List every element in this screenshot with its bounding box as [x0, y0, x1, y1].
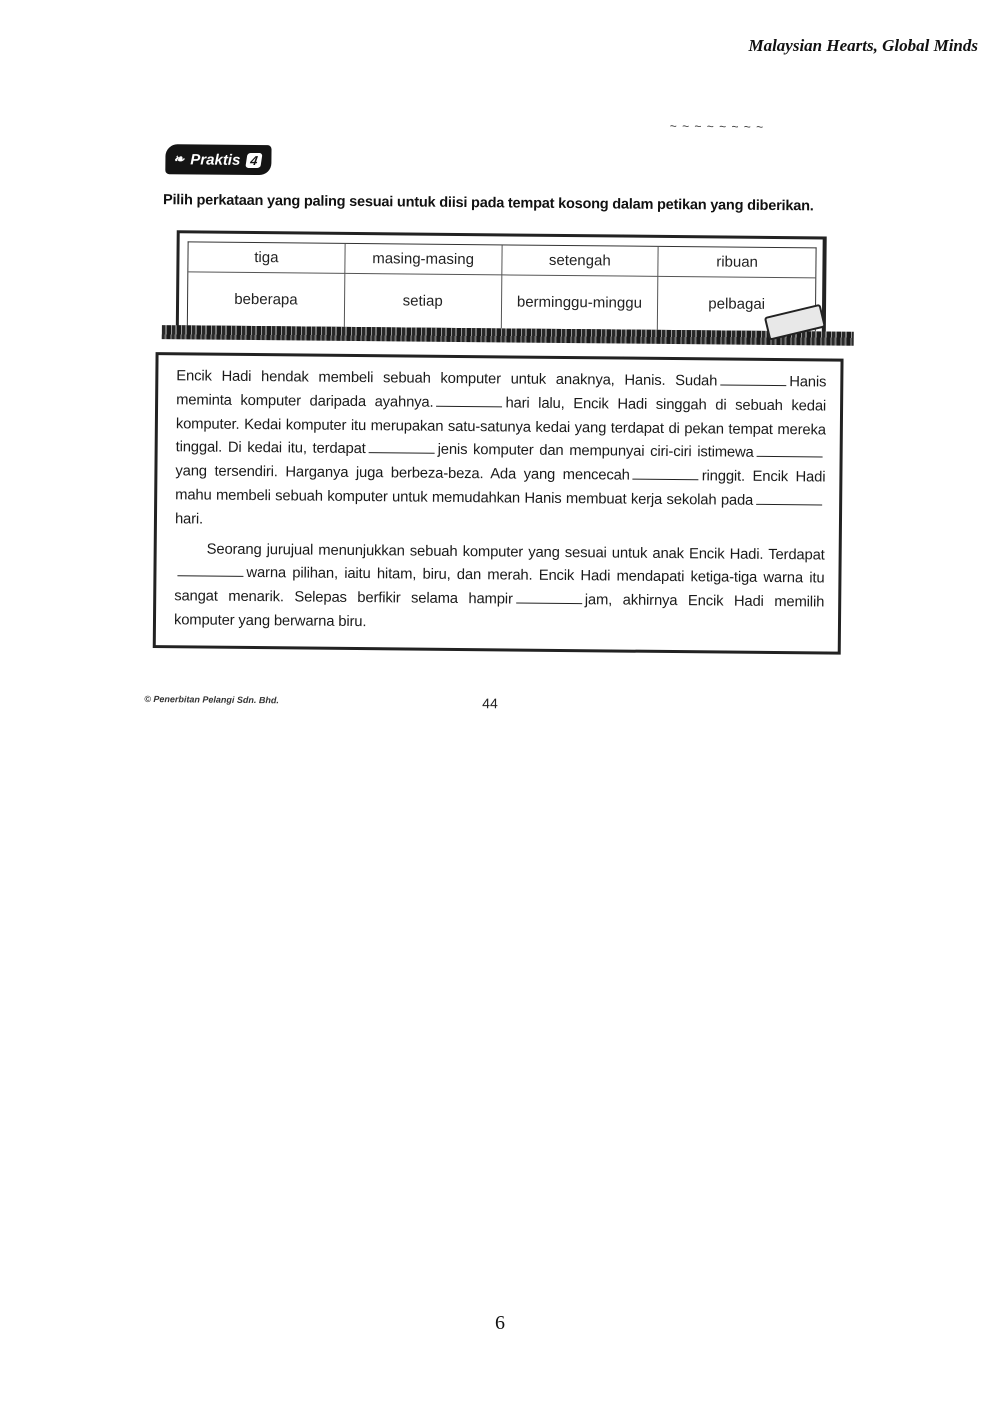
word-bank — [176, 230, 827, 334]
passage-text: hari. — [174, 511, 204, 528]
publisher-credit: © Penerbitan Pelangi Sdn. Bhd. — [144, 693, 279, 706]
word-bank-cell: masing-masing — [345, 244, 502, 276]
blank-line — [516, 589, 582, 605]
book-page-number: 44 — [482, 695, 498, 712]
cropped-previous-text: ~ ~ ~ ~ ~ ~ ~ ~ — [669, 118, 765, 134]
praktis-number: 4 — [245, 152, 262, 167]
instruction-text: Pilih perkataan yang paling sesuai untuk diisi pada tempat kosong dalam petikan yang diberikan. — [162, 192, 814, 215]
passage-text: yang tersendiri. Harganya juga berbeza-beza. Ada yang mencecah — [175, 463, 630, 484]
passage-text: Seorang jurujual menunjukkan sebuah komputer yang sesuai untuk anak Encik Hadi. Terdapat — [206, 541, 825, 564]
word-bank-cell: setiap — [345, 274, 502, 329]
passage-paragraph-2 — [174, 538, 825, 639]
passage-paragraph-1 — [175, 365, 827, 538]
word-bank-cell: ribuan — [659, 247, 816, 279]
word-bank-cell: berminggu-minggu — [501, 275, 658, 330]
passage-text: warna pilihan, iaitu hitam, biru, dan merah. Encik Hadi mendapati ketiga-tiga warna itu sangat menarik. Selepas berfikir selama hampir — [174, 565, 825, 608]
passage-text: Encik Hadi hendak membeli sebuah komputer untuk anaknya, Hanis. Sudah — [176, 368, 718, 390]
leaf-icon: ❧ — [173, 151, 185, 167]
blank-line — [720, 370, 786, 386]
blank-line — [756, 490, 822, 506]
document-page-number: 6 — [495, 1312, 505, 1334]
blank-line — [436, 392, 502, 408]
passage-text: hari lalu, Encik Hadi singgah di sebuah kedai komputer. Kedai komputer itu merupakan satu-satunya kedai yang terdapat di pekan tempat mereka tinggal. Di kedai itu, terdapat — [175, 395, 827, 458]
word-bank-cell: beberapa — [188, 272, 345, 327]
word-bank-grid — [187, 241, 817, 331]
blank-line — [757, 442, 823, 458]
word-bank-cell: setengah — [502, 245, 659, 277]
word-bank-cell: pelbagai — [708, 295, 766, 313]
passage-text: ringgit. Encik Hadi mahu membeli sebuah komputer untuk memudahkan Hanis membuat kerja sekolah pada — [175, 468, 826, 509]
praktis-label: Praktis — [190, 150, 241, 169]
blank-line — [633, 465, 699, 481]
passage-box — [153, 352, 844, 655]
praktis-badge — [165, 144, 271, 175]
blank-line — [177, 562, 243, 578]
blank-line — [369, 439, 435, 455]
passage-text: jenis komputer dan mempunyai ciri-ciri istimewa — [437, 442, 754, 462]
scanned-worksheet — [144, 100, 860, 727]
word-bank-cell: tiga — [188, 242, 345, 274]
page-header-title: Malaysian Hearts, Global Minds — [748, 36, 978, 55]
passage-text: Hanis meminta komputer daripada ayahnya. — [176, 374, 827, 411]
passage-text: jam, akhirnya Encik Hadi memilih komputer yang berwarna biru. — [173, 592, 825, 631]
